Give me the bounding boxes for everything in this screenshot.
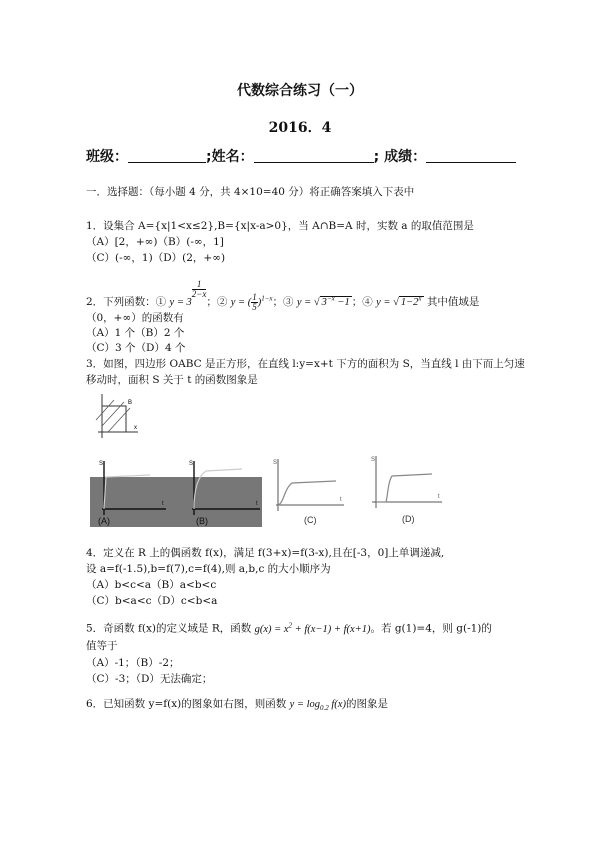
q6-suffix: 的图象是 <box>345 698 388 710</box>
q3-graph-b[interactable] <box>182 455 264 527</box>
q4-stem-line1: 4．定义在 R 上的偶函数 f(x)，满足 f(3+x)=f(3-x),且在[-3，0]上单调递减, <box>86 547 445 559</box>
q6-formula-arg: f(x) <box>328 699 346 710</box>
q3-graph-c[interactable] <box>270 455 348 527</box>
q2-function-2 <box>230 292 273 313</box>
q2-f3-lhs: y = <box>296 297 314 308</box>
q6-formula <box>289 699 346 713</box>
date-line: 2016．4 <box>268 120 332 136</box>
q3-fig-line-l1 <box>96 400 114 420</box>
q1-option-b[interactable]: （B）(-∞，1] <box>157 236 224 248</box>
q5-formula-rest: + f(x−1) + f(x+1) <box>292 623 371 635</box>
q5-suffix: 。若 g(1)=4，则 g(-1)的 <box>370 622 492 635</box>
q3-stem-line1: 3．如图，四边形 OABC 是正方形，在直线 l:y=x+t 下方的面积为 S，当直线 l 由下而上匀速 <box>86 358 525 370</box>
q3-graph-a-curve <box>104 475 150 509</box>
q3-stem-line2: 移动时，面积 S 关于 t 的函数图象是 <box>86 374 258 386</box>
q3-graph-a-t-label: t <box>162 501 164 507</box>
q4-options-row2 <box>86 595 217 608</box>
q4-options-row1 <box>86 579 216 592</box>
q6-formula-base: 0.2 <box>320 704 329 713</box>
q3-graph-c-curve <box>278 481 336 505</box>
q2-f3-root: 3 <box>321 297 327 308</box>
q2-f4-root-exp: x <box>418 294 422 303</box>
q2-option-a[interactable]: （A）1 个 <box>86 327 136 339</box>
q2-option-d[interactable]: （D）4 个 <box>135 342 186 354</box>
class-label: 班级： <box>86 149 128 165</box>
q2-stem <box>86 280 479 314</box>
q3-graph-d-label: (D) <box>402 514 415 524</box>
q2-function-3: y = √ $3^{-x} -1$ <box>296 294 350 308</box>
q4-option-d[interactable]: （D）c<b<a <box>151 595 218 607</box>
q3-graph-d[interactable] <box>366 452 446 527</box>
q3-graph-a-s-label: S <box>99 461 104 467</box>
q3-graph-a[interactable] <box>90 455 170 527</box>
q2-prefix: 2．下列函数：① <box>86 296 167 308</box>
q5-options-row1 <box>86 657 180 670</box>
section-instructions: 一．选择题：（每小题 4 分，共 4×10=40 分）将正确答案填入下表中 <box>86 186 415 198</box>
q1-stem: 1．设集合 A={x|1<x≤2},B={x|x-a>0}，当 A∩B=A 时，实数 a 的取值范围是 <box>86 220 474 232</box>
q2-sep2: ；② <box>206 296 228 308</box>
q6-prefix: 6．已知函数 y=f(x)的图象如右图，则函数 <box>86 698 287 710</box>
q2-f1-exp-num: 1 <box>192 280 207 290</box>
q4-option-b[interactable]: （B）a<b<c <box>151 579 217 591</box>
class-blank[interactable] <box>128 148 206 163</box>
q4-stem-line2: 设 a=f(-1.5),b=f(7),c=f(4),则 a,b,c 的大小顺序为 <box>86 563 331 575</box>
q2-f4-lhs: y = <box>376 297 394 308</box>
q2-f2-exp: 1−x <box>261 294 273 303</box>
q1-option-d[interactable]: （D）(2，+∞) <box>152 252 226 264</box>
q2-option-b[interactable]: （B）2 个 <box>135 327 185 339</box>
q5-option-b[interactable]: （B）-2； <box>135 657 180 669</box>
q2-f3-root-rest: −1 <box>334 297 350 308</box>
q2-options-row2 <box>86 342 186 355</box>
q3-graph-a-label: (A) <box>98 516 110 526</box>
q3-graph-b-t-label: t <box>256 501 258 507</box>
q2-sep3: ；③ <box>272 296 294 308</box>
q2-f4-root: 1−2 <box>400 297 419 308</box>
q2-f2-den: 5 <box>252 302 257 313</box>
page-title: 代数综合练习（一） <box>237 83 363 99</box>
q3-square-figure <box>90 392 140 440</box>
q1-option-a[interactable]: （A）[2，+∞) <box>86 236 158 248</box>
q2-f3-root-exp: −x <box>326 294 335 303</box>
q2-sep4: ；④ <box>351 296 373 308</box>
q2-options-row1 <box>86 327 184 340</box>
q5-formula-lhs: g(x) = x <box>254 623 289 635</box>
q5-options-row2 <box>86 673 212 686</box>
q3-graph-b-curve <box>194 469 242 509</box>
q3-graph-d-t-label: t <box>438 494 440 500</box>
q2-function-1 <box>169 279 207 308</box>
q5-option-c[interactable]: （C）-3； <box>86 673 136 685</box>
q5-option-d[interactable]: （D）无法确定； <box>135 673 213 685</box>
q5-option-a[interactable]: （A）-1； <box>86 657 136 669</box>
q3-fig-label-b: B <box>128 400 133 406</box>
q5-stem <box>86 616 492 639</box>
q1-options-row1 <box>86 236 224 249</box>
q3-fig-axis-x-label: x <box>134 425 137 431</box>
q2-option-c[interactable]: （C）3 个 <box>86 342 136 354</box>
q3-fig-line-l3 <box>108 408 130 432</box>
score-blank[interactable] <box>426 148 516 163</box>
q3-graph-d-s-label: S <box>371 457 376 463</box>
q5-stem-line2: 值等于 <box>86 640 118 652</box>
q4-option-a[interactable]: （A）b<c<a <box>86 579 152 591</box>
q2-f2-close: ) <box>257 297 262 308</box>
name-label: ;姓名： <box>206 149 254 165</box>
q1-options-row2 <box>86 252 225 265</box>
name-blank[interactable] <box>254 148 374 163</box>
q6-stem <box>86 695 388 717</box>
q2-f2-num: 1 <box>252 292 257 303</box>
q3-graph-c-label: (C) <box>304 515 317 525</box>
q1-option-c[interactable]: （C）(-∞，1) <box>86 252 153 264</box>
q3-graph-b-s-label: S <box>189 461 194 467</box>
q4-option-c[interactable]: （C）b<a<c <box>86 595 152 607</box>
student-info-line <box>86 146 516 166</box>
q3-graph-c-t-label: t <box>340 497 342 503</box>
q3-graph-c-s-label: S <box>273 460 278 466</box>
score-label: ; 成绩： <box>373 149 427 165</box>
q5-formula-exp: 2 <box>288 621 293 629</box>
q2-f2-open: y = ( <box>230 297 252 308</box>
q5-prefix: 5．奇函数 f(x)的定义域是 R，函数 <box>86 622 252 635</box>
q3-graph-b-label: (B) <box>196 516 208 526</box>
q2-stem-line2: （0，+∞）的函数有 <box>86 312 184 324</box>
q2-suffix: 其中值域是 <box>423 296 480 308</box>
q5-formula <box>254 621 371 635</box>
q2-function-4: y = √ $1-2^x$ <box>376 294 422 308</box>
q3-graph-d-curve <box>376 474 432 502</box>
q2-f1-exp-den: 2−x <box>191 289 207 299</box>
q6-formula-log: y = log <box>289 699 321 710</box>
q2-f1-base: y = 3 <box>169 297 192 308</box>
